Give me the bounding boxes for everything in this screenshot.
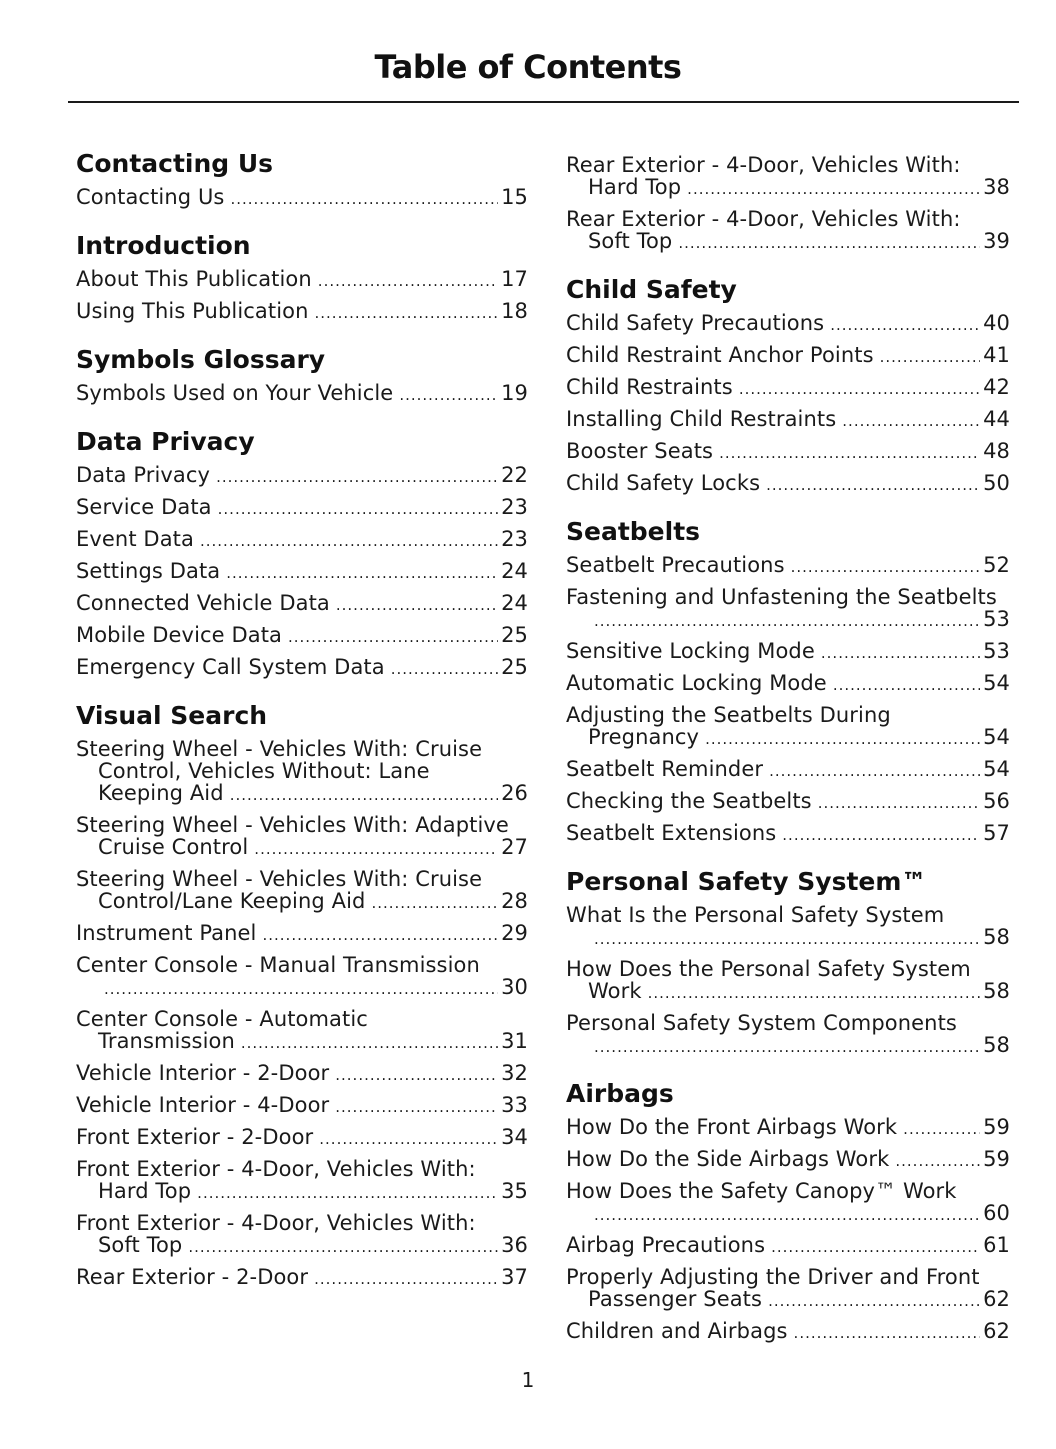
toc-section (566, 1078, 1010, 1348)
entry-page-number: 33 (501, 1093, 528, 1117)
entry-row (76, 890, 528, 914)
entry-title: Emergency Call System Data (76, 655, 385, 679)
toc-section (566, 274, 1010, 500)
toc-entry[interactable] (566, 818, 1010, 850)
entry-title: Child Safety Precautions (566, 311, 825, 335)
entry-row (566, 926, 1010, 950)
entry-page-number: 19 (501, 381, 528, 405)
entry-page-number: 28 (501, 889, 528, 913)
entry-title: Sensitive Locking Mode (566, 639, 815, 663)
toc-entry[interactable] (76, 264, 528, 296)
dot-leader (830, 314, 980, 336)
entry-title: About This Publication (76, 267, 312, 291)
toc-entry[interactable] (76, 1208, 528, 1262)
entry-page-number: 59 (983, 1115, 1010, 1139)
dot-leader (218, 498, 498, 520)
entry-title: Connected Vehicle Data (76, 591, 330, 615)
entry-title-line: Rear Exterior - 4-Door, Vehicles With: (566, 153, 961, 177)
dot-leader (903, 1118, 980, 1140)
dot-leader (335, 1096, 498, 1118)
toc-entry[interactable] (76, 950, 528, 1004)
dot-leader (197, 1182, 498, 1204)
entry-row (76, 186, 528, 210)
toc-entry[interactable] (566, 372, 1010, 404)
entry-title: Event Data (76, 527, 194, 551)
entry-row (566, 472, 1010, 496)
entry-row (566, 1116, 1010, 1140)
dot-leader (791, 556, 980, 578)
dot-leader (782, 824, 980, 846)
entry-title-line: Steering Wheel - Vehicles With: Cruise (76, 867, 483, 891)
entry-row (566, 672, 1010, 696)
entry-row (76, 1126, 528, 1150)
entry-page-number: 54 (983, 725, 1010, 749)
entry-title: Service Data (76, 495, 212, 519)
entry-page-number: 52 (983, 553, 1010, 577)
dot-leader (315, 302, 499, 324)
entry-page-number: 25 (501, 623, 528, 647)
toc-entry[interactable] (566, 1262, 1010, 1316)
toc-section (566, 150, 1010, 258)
entry-row (76, 560, 528, 584)
dot-leader (895, 1150, 980, 1172)
entry-title: Vehicle Interior - 2-Door (76, 1061, 330, 1085)
toc-entry[interactable] (76, 556, 528, 588)
entry-title-line: Properly Adjusting the Driver and Front (566, 1265, 980, 1289)
entry-page-number: 38 (983, 175, 1010, 199)
entry-title: Work (588, 979, 642, 1003)
entry-title: Contacting Us (76, 185, 225, 209)
toc-entry[interactable] (566, 150, 1010, 204)
section-heading: Data Privacy (76, 427, 255, 456)
toc-entry[interactable] (566, 468, 1010, 500)
toc-section (566, 866, 1010, 1062)
dot-leader (594, 928, 980, 950)
toc-entry[interactable] (566, 1316, 1010, 1348)
dot-leader (336, 594, 498, 616)
entry-title: Installing Child Restraints (566, 407, 837, 431)
entry-row (566, 1234, 1010, 1258)
entry-title: Settings Data (76, 559, 221, 583)
entry-page-number: 48 (983, 439, 1010, 463)
dot-leader (200, 530, 498, 552)
toc-entry[interactable] (566, 900, 1010, 954)
entry-title: Passenger Seats (588, 1287, 763, 1311)
toc-entry[interactable] (76, 1004, 528, 1058)
entry-row (566, 176, 1010, 200)
entry-title: Airbag Precautions (566, 1233, 766, 1257)
toc-section (566, 516, 1010, 850)
entry-page-number: 60 (983, 1201, 1010, 1225)
entry-page-number: 57 (983, 821, 1010, 845)
entry-row (566, 822, 1010, 846)
entry-title: Child Restraints (566, 375, 733, 399)
entry-page-number: 62 (983, 1319, 1010, 1343)
toc-entry[interactable] (76, 296, 528, 328)
entry-row (566, 726, 1010, 750)
entry-row (566, 1288, 1010, 1312)
dot-leader (794, 1322, 981, 1344)
toc-entry[interactable] (76, 460, 528, 492)
entry-row (566, 608, 1010, 632)
entry-page-number: 23 (501, 527, 528, 551)
entry-title: Rear Exterior - 2-Door (76, 1265, 309, 1289)
page-title: Table of Contents (374, 48, 682, 86)
entry-page-number: 54 (983, 757, 1010, 781)
entry-title: Soft Top (98, 1233, 183, 1257)
entry-row (76, 624, 528, 648)
entry-page-number: 23 (501, 495, 528, 519)
dot-leader (371, 892, 498, 914)
page-number: 1 (521, 1368, 535, 1392)
entry-title-line: How Does the Safety Canopy™ Work (566, 1179, 957, 1203)
entry-title: Children and Airbags (566, 1319, 788, 1343)
entry-title: Soft Top (588, 229, 673, 253)
entry-row (76, 382, 528, 406)
toc-entry[interactable] (76, 918, 528, 950)
toc-entry[interactable] (566, 668, 1010, 700)
dot-leader (766, 474, 980, 496)
entry-page-number: 62 (983, 1287, 1010, 1311)
entry-title-line: Center Console - Automatic (76, 1007, 368, 1031)
toc-entry[interactable] (566, 786, 1010, 818)
entry-title: Hard Top (98, 1179, 192, 1203)
entry-title: Booster Seats (566, 439, 714, 463)
entry-row (76, 1266, 528, 1290)
entry-page-number: 30 (501, 975, 528, 999)
entry-page-number: 53 (983, 639, 1010, 663)
entry-title-line: Steering Wheel - Vehicles With: Cruise (76, 737, 483, 761)
dot-leader (842, 410, 980, 432)
section-heading: Child Safety (566, 275, 737, 304)
toc-section (76, 344, 528, 410)
dot-leader (648, 982, 981, 1004)
entry-page-number: 54 (983, 671, 1010, 695)
entry-page-number: 34 (501, 1125, 528, 1149)
dot-leader (262, 924, 498, 946)
entry-row (566, 790, 1010, 814)
entry-title-line: Rear Exterior - 4-Door, Vehicles With: (566, 207, 961, 231)
entry-row (566, 1034, 1010, 1058)
entry-row (566, 1202, 1010, 1226)
toc-section (76, 700, 528, 1294)
entry-title: Transmission (98, 1029, 235, 1053)
entry-page-number: 18 (501, 299, 528, 323)
toc-entry[interactable] (566, 954, 1010, 1008)
entry-page-number: 29 (501, 921, 528, 945)
entry-title-line: Adjusting the Seatbelts During (566, 703, 891, 727)
toc-section (76, 230, 528, 328)
toc-entry[interactable] (76, 182, 528, 214)
entry-title: Seatbelt Extensions (566, 821, 777, 845)
entry-row (566, 640, 1010, 664)
toc-entry[interactable] (76, 524, 528, 556)
toc-entry[interactable] (566, 1144, 1010, 1176)
entry-title: Mobile Device Data (76, 623, 282, 647)
entry-row (76, 1094, 528, 1118)
toc-entry[interactable] (76, 1090, 528, 1122)
entry-row (76, 836, 528, 860)
toc-left-column (76, 148, 528, 1310)
dot-leader (768, 1290, 980, 1312)
toc-entry[interactable] (76, 492, 528, 524)
entry-row (76, 922, 528, 946)
dot-leader (880, 346, 980, 368)
toc-entry[interactable] (566, 340, 1010, 372)
toc-section (76, 426, 528, 684)
entry-page-number: 37 (501, 1265, 528, 1289)
dot-leader (226, 562, 498, 584)
dot-leader (188, 1236, 498, 1258)
entry-row (76, 528, 528, 552)
entry-title: How Do the Side Airbags Work (566, 1147, 890, 1171)
entry-title: Checking the Seatbelts (566, 789, 812, 813)
entry-page-number: 50 (983, 471, 1010, 495)
toc-entry[interactable] (566, 1176, 1010, 1230)
dot-leader (399, 384, 498, 406)
dot-leader (771, 1236, 980, 1258)
entry-page-number: 35 (501, 1179, 528, 1203)
section-heading: Symbols Glossary (76, 345, 326, 374)
entry-row (76, 268, 528, 292)
entry-title: Pregnancy (588, 725, 700, 749)
toc-section (76, 148, 528, 214)
toc-entry[interactable] (566, 404, 1010, 436)
dot-leader (818, 792, 980, 814)
entry-row (76, 656, 528, 680)
entry-row (76, 976, 528, 1000)
entry-row (76, 782, 528, 806)
entry-row (566, 980, 1010, 1004)
dot-leader (719, 442, 980, 464)
entry-page-number: 15 (501, 185, 528, 209)
entry-page-number: 58 (983, 979, 1010, 1003)
toc-entry[interactable] (566, 582, 1010, 636)
entry-page-number: 41 (983, 343, 1010, 367)
toc-entry[interactable] (76, 734, 528, 810)
entry-row (76, 496, 528, 520)
toc-entry[interactable] (76, 1154, 528, 1208)
entry-title: Front Exterior - 2-Door (76, 1125, 314, 1149)
dot-leader (678, 232, 980, 254)
entry-page-number: 58 (983, 1033, 1010, 1057)
entry-title-line: Control, Vehicles Without: Lane (98, 759, 430, 783)
section-heading: Personal Safety System™ (566, 867, 927, 896)
dot-leader (241, 1032, 498, 1054)
section-heading: Introduction (76, 231, 251, 260)
entry-title-line: Front Exterior - 4-Door, Vehicles With: (76, 1157, 476, 1181)
toc-entry[interactable] (76, 620, 528, 652)
toc-right-column (566, 150, 1010, 1364)
dot-leader (314, 1268, 498, 1290)
entry-title: Data Privacy (76, 463, 211, 487)
dot-leader (594, 1204, 980, 1226)
entry-row (566, 344, 1010, 368)
entry-page-number: 25 (501, 655, 528, 679)
toc-entry[interactable] (76, 1058, 528, 1090)
entry-page-number: 58 (983, 925, 1010, 949)
entry-row (566, 554, 1010, 578)
toc-entry[interactable] (566, 636, 1010, 668)
entry-row (76, 300, 528, 324)
entry-title: Control/Lane Keeping Aid (98, 889, 366, 913)
toc-entry[interactable] (566, 700, 1010, 754)
entry-row (76, 1180, 528, 1204)
entry-page-number: 59 (983, 1147, 1010, 1171)
entry-row (76, 1030, 528, 1054)
entry-page-number: 27 (501, 835, 528, 859)
dot-leader (335, 1064, 498, 1086)
entry-row (76, 1062, 528, 1086)
toc-entry[interactable] (76, 864, 528, 918)
toc-entry[interactable] (76, 810, 528, 864)
dot-leader (821, 642, 980, 664)
entry-row (566, 230, 1010, 254)
entry-title: Instrument Panel (76, 921, 257, 945)
entry-title-line: Personal Safety System Components (566, 1011, 957, 1035)
entry-page-number: 61 (983, 1233, 1010, 1257)
entry-page-number: 40 (983, 311, 1010, 335)
toc-entry[interactable] (566, 1008, 1010, 1062)
dot-leader (104, 978, 498, 1000)
entry-page-number: 36 (501, 1233, 528, 1257)
entry-title: How Do the Front Airbags Work (566, 1115, 898, 1139)
dot-leader (391, 658, 498, 680)
entry-page-number: 17 (501, 267, 528, 291)
toc-entry[interactable] (566, 550, 1010, 582)
toc-entry[interactable] (566, 436, 1010, 468)
entry-title: Automatic Locking Mode (566, 671, 827, 695)
dot-leader (230, 188, 498, 210)
entry-row (76, 1234, 528, 1258)
section-heading: Contacting Us (76, 149, 274, 178)
entry-page-number: 24 (501, 559, 528, 583)
entry-title: Hard Top (588, 175, 682, 199)
toc-entry[interactable] (566, 1112, 1010, 1144)
entry-row (566, 408, 1010, 432)
entry-title-line: Center Console - Manual Transmission (76, 953, 480, 977)
toc-entry[interactable] (566, 1230, 1010, 1262)
title-divider (68, 101, 1019, 103)
dot-leader (230, 784, 498, 806)
entry-title: Cruise Control (98, 835, 249, 859)
dot-leader (318, 270, 498, 292)
entry-page-number: 53 (983, 607, 1010, 631)
section-heading: Airbags (566, 1079, 674, 1108)
entry-page-number: 24 (501, 591, 528, 615)
dot-leader (288, 626, 498, 648)
entry-row (566, 758, 1010, 782)
dot-leader (739, 378, 980, 400)
entry-title: Child Safety Locks (566, 471, 761, 495)
entry-row (76, 592, 528, 616)
entry-title: Using This Publication (76, 299, 309, 323)
entry-row (566, 312, 1010, 336)
entry-title-line: Steering Wheel - Vehicles With: Adaptive (76, 813, 509, 837)
toc-entry[interactable] (76, 1122, 528, 1154)
entry-page-number: 39 (983, 229, 1010, 253)
dot-leader (254, 838, 498, 860)
entry-title: Symbols Used on Your Vehicle (76, 381, 394, 405)
toc-entry[interactable] (566, 754, 1010, 786)
entry-row (566, 1148, 1010, 1172)
entry-title-line: Front Exterior - 4-Door, Vehicles With: (76, 1211, 476, 1235)
entry-title: Keeping Aid (98, 781, 224, 805)
toc-entry[interactable] (76, 378, 528, 410)
entry-page-number: 26 (501, 781, 528, 805)
dot-leader (594, 610, 980, 632)
toc-entry[interactable] (76, 652, 528, 684)
toc-entry[interactable] (566, 204, 1010, 258)
entry-title: Seatbelt Precautions (566, 553, 785, 577)
entry-page-number: 32 (501, 1061, 528, 1085)
entry-title: Child Restraint Anchor Points (566, 343, 874, 367)
entry-page-number: 56 (983, 789, 1010, 813)
dot-leader (705, 728, 980, 750)
dot-leader (594, 1036, 980, 1058)
entry-row (566, 376, 1010, 400)
toc-entry[interactable] (566, 308, 1010, 340)
toc-entry[interactable] (76, 1262, 528, 1294)
entry-title-line: How Does the Personal Safety System (566, 957, 971, 981)
entry-page-number: 42 (983, 375, 1010, 399)
dot-leader (833, 674, 980, 696)
entry-title: Seatbelt Reminder (566, 757, 764, 781)
entry-page-number: 44 (983, 407, 1010, 431)
section-heading: Visual Search (76, 701, 268, 730)
entry-page-number: 22 (501, 463, 528, 487)
dot-leader (687, 178, 980, 200)
entry-row (566, 440, 1010, 464)
entry-title: Vehicle Interior - 4-Door (76, 1093, 330, 1117)
dot-leader (216, 466, 498, 488)
section-heading: Seatbelts (566, 517, 701, 546)
entry-page-number: 31 (501, 1029, 528, 1053)
entry-title-line: What Is the Personal Safety System (566, 903, 945, 927)
entry-row (566, 1320, 1010, 1344)
dot-leader (769, 760, 980, 782)
entry-row (76, 464, 528, 488)
dot-leader (319, 1128, 498, 1150)
toc-entry[interactable] (76, 588, 528, 620)
entry-title-line: Fastening and Unfastening the Seatbelts (566, 585, 997, 609)
